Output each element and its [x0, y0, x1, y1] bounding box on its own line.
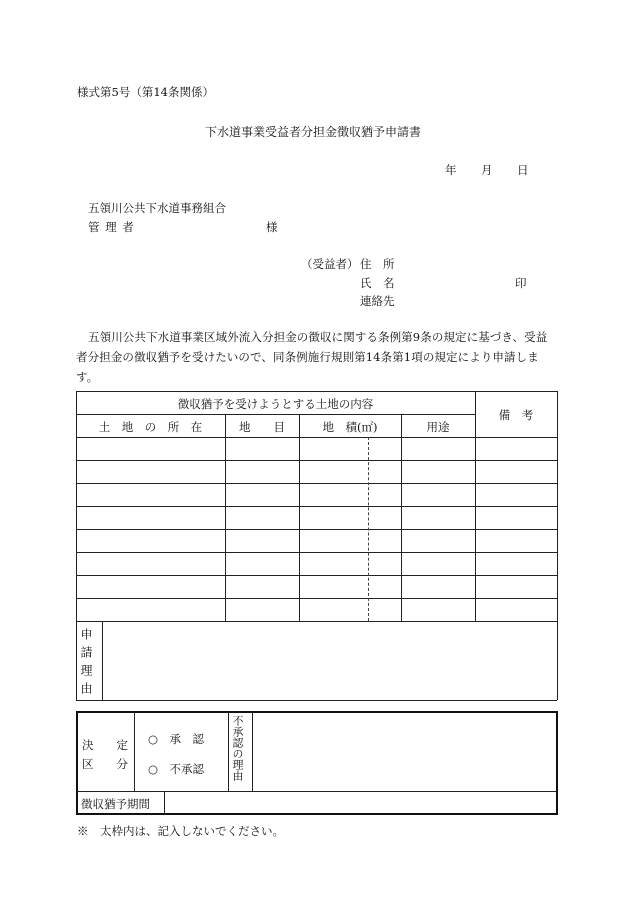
footnote: ※ 太枠内は、記入しないでください。: [77, 824, 284, 838]
col-land-category: 地 目: [239, 420, 285, 434]
date-month: 月: [481, 163, 493, 177]
reject-option: ○ 不承認: [148, 762, 205, 776]
reject-reason-label: 不承認の理由: [231, 715, 244, 781]
approve-option: ○ 承 認: [148, 732, 205, 746]
seal-mark: 印: [515, 276, 527, 290]
col-remarks: 備 考: [498, 408, 534, 422]
col-usage: 用途: [426, 420, 450, 434]
land-content-header: 徴収猶予を受けようとする土地の内容: [177, 397, 374, 411]
recipient-org: 五領川公共下水道事務組合: [88, 201, 226, 215]
document-title: 下水道事業受益者分担金徴収猶予申請書: [205, 125, 422, 139]
body-paragraph: 五領川公共下水道事業区域外流入分担金の徴収に関する条例第9条の規定に基づき、受益者分担金の徴収猶予を受けたいので、同条例施行規則第14条第1項の規定により申請します。: [76, 330, 548, 384]
application-reason-label: 申請理由: [79, 628, 93, 700]
decision-label-1: 決 定: [82, 738, 128, 752]
applicant-contact-label: 連絡先: [360, 294, 395, 308]
deferral-period-label: 徴収猶予期間: [81, 797, 150, 811]
col-location: 土 地 の 所 在: [98, 420, 203, 434]
applicant-label: （受益者）: [301, 257, 359, 271]
applicant-address-label: 住 所: [360, 257, 395, 271]
recipient-honorific: 様: [266, 220, 278, 234]
recipient-manager: 管 理 者: [88, 220, 135, 234]
form-number: 様式第5号（第14条関係）: [77, 85, 214, 99]
applicant-name-label: 氏 名: [360, 276, 395, 290]
decision-label-2: 区 分: [82, 757, 128, 771]
date-day: 日: [517, 163, 529, 177]
col-area: 地 積(㎡): [322, 420, 378, 434]
date-year: 年: [445, 163, 457, 177]
